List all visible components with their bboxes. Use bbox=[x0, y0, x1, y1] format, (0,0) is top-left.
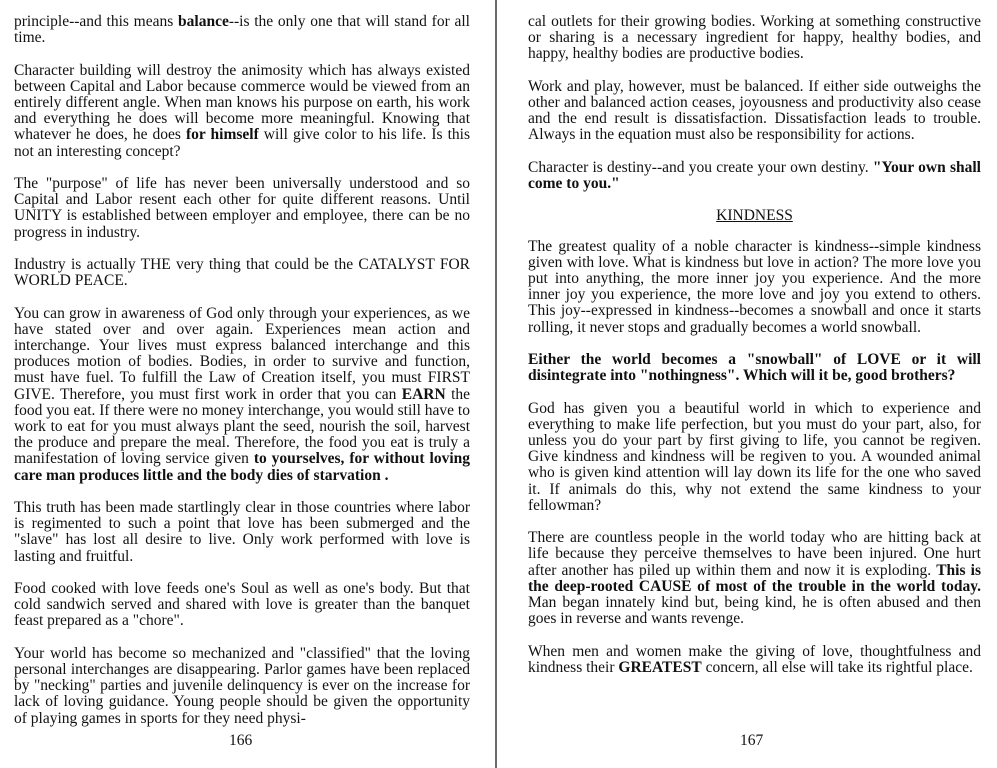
paragraph bbox=[14, 306, 470, 484]
text-run: will give color to his life. Is this not an interesting concept? bbox=[14, 126, 470, 160]
paragraph bbox=[14, 14, 470, 46]
text-run: Character building will destroy the animosity which has always existed between Capital and Labor because commerce would be viewed from an entirely different angle. When man knows his purpose on earth, his work and everything he does will become more meaningful. Knowing that whatever he does, he does bbox=[14, 61, 470, 144]
section-heading: KINDNESS bbox=[716, 207, 793, 225]
paragraph bbox=[14, 257, 470, 289]
paragraph bbox=[528, 644, 981, 676]
text-run: concern, all else will take its rightful place. bbox=[701, 658, 973, 676]
paragraph bbox=[528, 530, 981, 627]
text-run: Man began innately kind but, being kind, he is often abused and then goes in reverse and wants revenge. bbox=[528, 594, 981, 628]
text-run: Character is destiny--and you create your own destiny. bbox=[528, 158, 873, 176]
text-run: This truth has been made startlingly clear in those countries where labor is regimented to such a point that love has been submerged and the "slave" has lost all desire to live. Only work performed with love is lasting and fruitful. bbox=[14, 499, 470, 565]
text-run: There are countless people in the world today who are hitting back at life because they perceive themselves to have been injured. One hurt after another has piled up within them and now it is exploding. bbox=[528, 529, 981, 579]
bold-text: "Your own shall come to you." bbox=[528, 158, 981, 192]
text-run: Work and play, however, must be balanced. If either side outweighs the other and balanced action ceases, joyousness and productivity also cease and the end result is dissatisfaction. Dissatisfaction leads to trouble. Always in the equation must also be responsibility for actions. bbox=[528, 77, 981, 144]
paragraph bbox=[528, 14, 981, 63]
text-run: cal outlets for their growing bodies. Working at something constructive or sharing is a necessary ingredient for happy, healthy bodies, and happy, healthy bodies are productive bodies. bbox=[528, 13, 981, 63]
text-run: the food you eat. If there were no money interchange, you would still have to work to eat for you must always plant the seed, nourish the soil, harvest the produce and prepare the meal. Therefore, the food you eat is truly a manifestation of loving service given bbox=[14, 385, 471, 468]
paragraph bbox=[14, 581, 470, 630]
text-run: principle--and this means bbox=[14, 13, 179, 30]
paragraph bbox=[528, 160, 981, 192]
bold-text: for himself bbox=[185, 126, 259, 144]
right-page-text-top bbox=[528, 14, 981, 192]
left-page-text bbox=[14, 14, 470, 727]
text-run: The "purpose" of life has never been universally understood and so Capital and Labor resent each other for quite different reasons. Until UNITY is established between employer and employee, there can be no progress in industry. bbox=[14, 175, 470, 241]
bold-text: EARN bbox=[401, 385, 446, 403]
bold-text: to yourselves, for without loving care man produces little and the body dies of starvation . bbox=[14, 450, 470, 484]
page-number-left: 166 bbox=[229, 732, 253, 749]
text-run: God has given you a beautiful world in which to experience and everything to make life perfection, but you must do your part, also, for unless you do your part by first giving to life, you cannot be regiven. Give kindness and kindness will be regiven to you. A wounded animal who is given kind attention will lay down its life for the one who saved it. If animals do this, why not extend the same kindness to your fellowman? bbox=[528, 399, 981, 514]
paragraph bbox=[14, 63, 470, 160]
paragraph bbox=[14, 500, 470, 565]
text-run: Your world has become so mechanized and "classified" that the loving personal interchanges are disappearing. Parlor games have been replaced by "necking" parties and juvenile delinquency is ever on the increase for lack of loving guidance. Young people should be given the opportunity of playing games in sports for they need physi- bbox=[14, 644, 470, 727]
paragraph bbox=[528, 352, 981, 384]
paragraph bbox=[528, 239, 981, 336]
text-run: --is the only one that will stand for all time. bbox=[14, 13, 470, 47]
bold-text: GREATEST bbox=[618, 658, 702, 676]
right-page-text-bottom bbox=[528, 239, 981, 676]
text-run: You can grow in awareness of God only through your experiences, as we have stated over and over again. Experiences mean action and interchange. Your lives must express balanced interchange and this produces motion of bodies. Bodies, in order to survive and function, must have fuel. To fulfill the Law of Creation itself, you must FIRST GIVE. Therefore, you must first work in order that you can bbox=[14, 304, 470, 403]
right-page bbox=[528, 14, 981, 692]
text-run: Food cooked with love feeds one's Soul as well as one's body. But that cold sandwich served and shared with love is greater than the banquet feast prepared as a "chore". bbox=[14, 580, 470, 630]
bold-text: balance bbox=[178, 13, 229, 30]
book-gutter bbox=[495, 0, 497, 768]
text-run: The greatest quality of a noble character is kindness--simple kindness given with love. What is kindness but love in action? The more love you put into anything, the more inner joy you experience. And the more inner joy you experience, the more love and joy you extend to others. This joy--expressed in kindness--becomes a snowball and once it starts rolling, it never stops and gradually becomes a world snowball. bbox=[528, 237, 981, 336]
paragraph bbox=[528, 79, 981, 144]
paragraph bbox=[528, 401, 981, 514]
page-number-right: 167 bbox=[740, 732, 764, 749]
left-page bbox=[14, 14, 470, 743]
bold-text: Either the world becomes a "snowball" of LOVE or it will disintegrate into "nothingness". Which will it be, good brothers? bbox=[528, 351, 981, 385]
paragraph bbox=[14, 646, 470, 727]
bold-text: This is the deep-rooted CAUSE of most of the trouble in the world today. bbox=[528, 561, 981, 595]
text-run: Industry is actually THE very thing that could be the CATALYST FOR WORLD PEACE. bbox=[14, 256, 470, 290]
paragraph bbox=[14, 176, 470, 241]
text-run: When men and women make the giving of love, thoughtfulness and kindness their bbox=[528, 642, 981, 676]
